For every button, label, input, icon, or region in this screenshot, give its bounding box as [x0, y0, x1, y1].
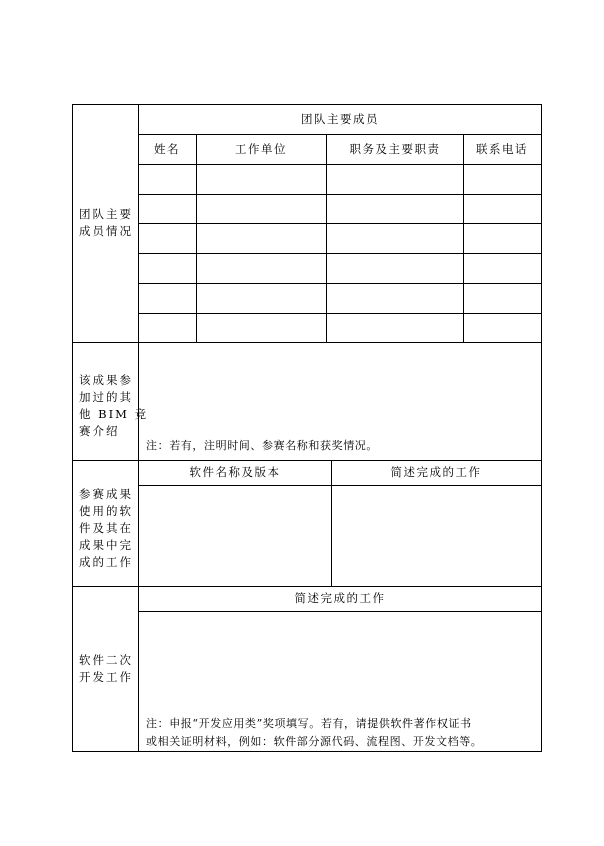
dev-header-line [138, 611, 542, 612]
table-bottom-border [72, 751, 542, 752]
duties-cell[interactable] [327, 224, 463, 253]
duties-cell[interactable] [327, 314, 463, 342]
team-header: 团队主要成员 [301, 112, 379, 126]
team-row [139, 195, 541, 223]
software-work-field[interactable] [332, 486, 540, 585]
section-separator [72, 342, 542, 343]
team-section-label: 团队主要 成员情况 [79, 207, 133, 238]
table-right-border [541, 104, 542, 752]
column-header-phone: 联系电话 [476, 142, 528, 156]
team-row [139, 314, 541, 342]
column-header-name: 姓名 [154, 142, 180, 156]
duties-cell[interactable] [327, 195, 463, 223]
software-section-label: 参赛成果 使用的软 件及其在 成果中完 成的工作 [79, 487, 133, 569]
software-name-field[interactable] [139, 486, 330, 585]
team-row [139, 165, 541, 194]
software-work-header: 简述完成的工作 [390, 465, 482, 479]
team-row [139, 224, 541, 253]
name-cell[interactable] [139, 314, 196, 342]
competition-section-label: 该成果参 加过的其 他 BIM 竞 赛介绍 [79, 373, 149, 438]
phone-cell[interactable] [464, 195, 541, 223]
name-cell[interactable] [139, 284, 196, 313]
employer-cell[interactable] [197, 195, 326, 223]
phone-cell[interactable] [464, 284, 541, 313]
employer-cell[interactable] [197, 165, 326, 194]
table-left-border [72, 104, 73, 752]
column-header-duties: 职务及主要职责 [349, 142, 441, 156]
table-top-border [72, 104, 542, 105]
duties-cell[interactable] [327, 254, 463, 283]
dev-section-label: 软件二次 开发工作 [79, 653, 133, 684]
employer-cell[interactable] [197, 254, 326, 283]
section-separator [72, 586, 542, 587]
section-separator [72, 460, 542, 461]
phone-cell[interactable] [464, 314, 541, 342]
phone-cell[interactable] [464, 254, 541, 283]
employer-cell[interactable] [197, 224, 326, 253]
duties-cell[interactable] [327, 284, 463, 313]
name-cell[interactable] [139, 165, 196, 194]
phone-cell[interactable] [464, 165, 541, 194]
column-header-employer: 工作单位 [235, 142, 287, 156]
software-name-header: 软件名称及版本 [189, 465, 281, 479]
team-row-line [138, 134, 542, 135]
competition-note: 注：若有，注明时间、参赛名称和获奖情况。 [146, 439, 378, 452]
team-row [139, 254, 541, 283]
duties-cell[interactable] [327, 165, 463, 194]
name-cell[interactable] [139, 224, 196, 253]
dev-header: 简述完成的工作 [294, 591, 386, 605]
dev-note-line-2: 或相关证明材料，例如：软件部分源代码、流程图、开发文档等。 [146, 735, 483, 748]
employer-cell[interactable] [197, 284, 326, 313]
dev-content-field[interactable] [140, 613, 540, 713]
dev-note-line-1: 注：申报“开发应用类”奖项填写。若有，请提供软件著作权证书 [146, 717, 472, 730]
name-cell[interactable] [139, 195, 196, 223]
competition-content-field[interactable] [140, 344, 540, 432]
phone-cell[interactable] [464, 224, 541, 253]
employer-cell[interactable] [197, 314, 326, 342]
team-row [139, 284, 541, 313]
name-cell[interactable] [139, 254, 196, 283]
